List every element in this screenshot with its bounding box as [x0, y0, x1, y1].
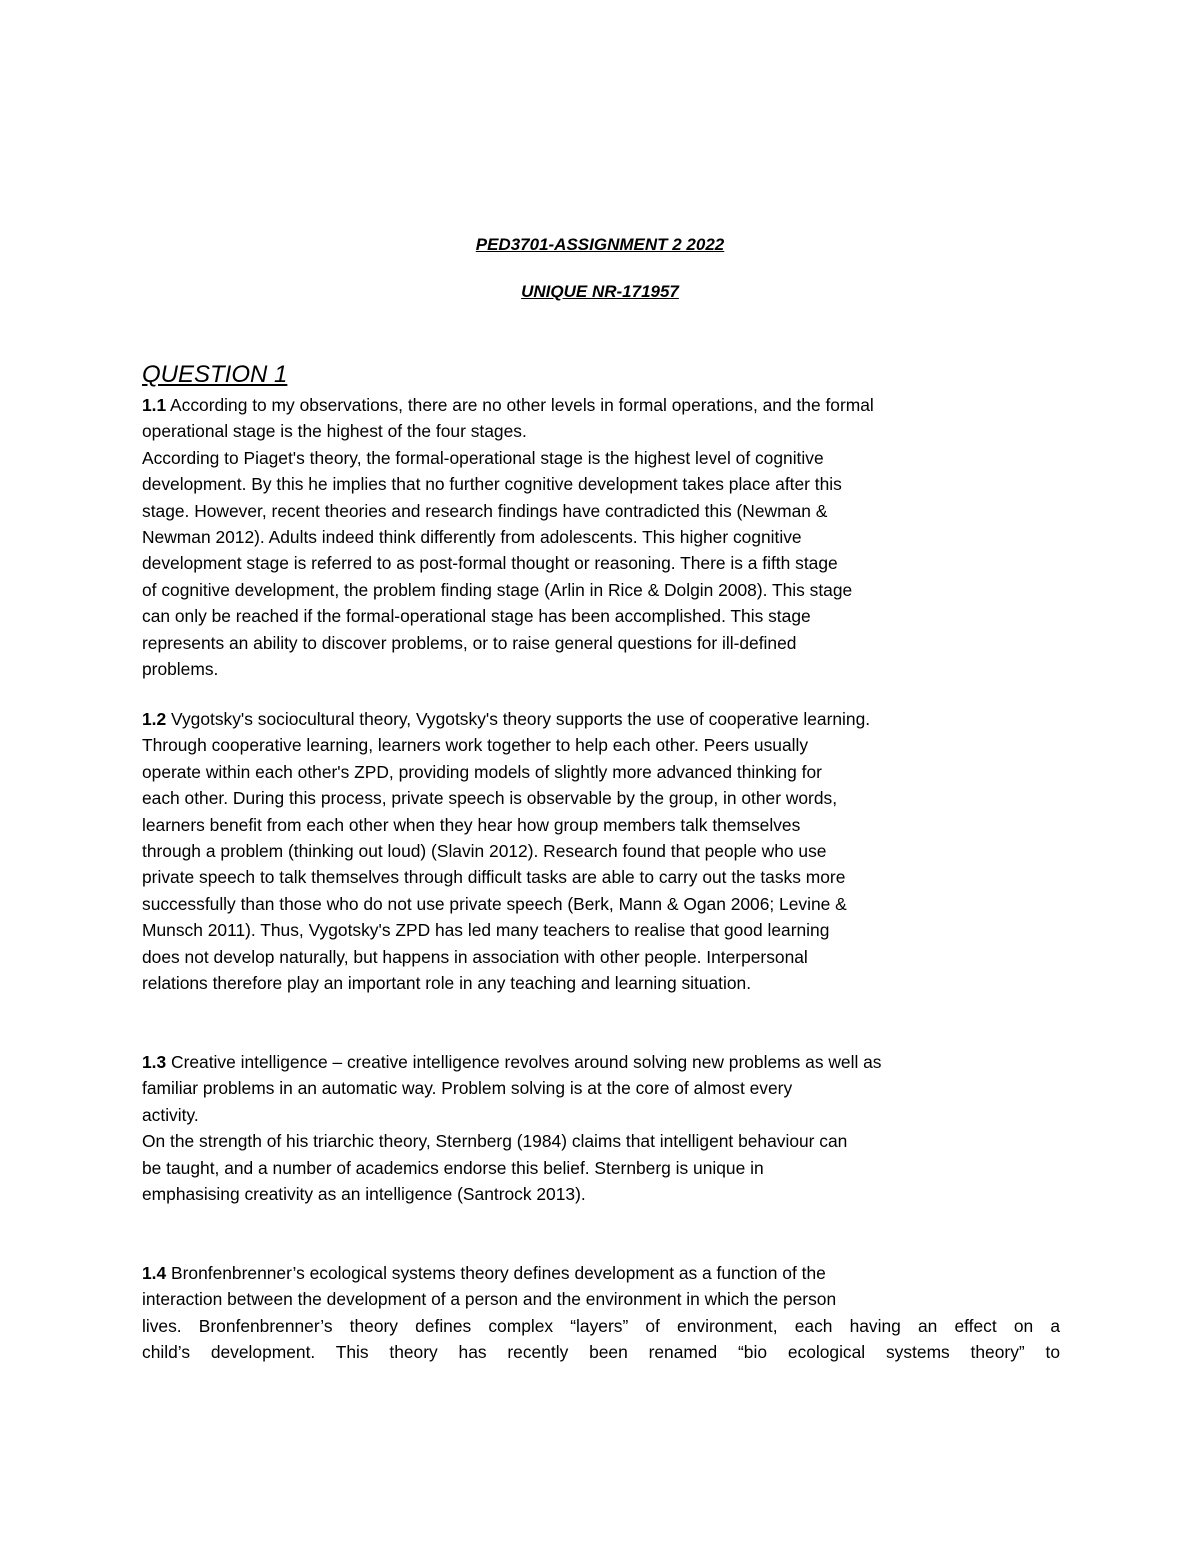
- paragraph-line: familiar problems in an automatic way. Problem solving is at the core of almost every: [142, 1078, 793, 1099]
- paragraph-line: interaction between the development of a person and the environment in which the person: [142, 1289, 837, 1310]
- paragraph-line: successfully than those who do not use private speech (Berk, Mann & Ogan 2006; Levine &: [142, 893, 847, 914]
- paragraph-line: represents an ability to discover problems, or to raise general questions for ill-defined: [142, 632, 797, 653]
- paragraph-line: private speech to talk themselves through difficult tasks are able to carry out the tasks more: [142, 867, 846, 888]
- paragraph-line-justified: child’s development. This theory has recently been renamed “bio ecological systems theory” to: [142, 1342, 1060, 1363]
- section-1-1: [142, 392, 1062, 682]
- paragraph-line: 1.3 Creative intelligence – creative intelligence revolves around solving new problems as well as: [142, 1052, 882, 1072]
- paragraph-line: operational stage is the highest of the four stages.: [142, 421, 527, 442]
- paragraph-line: 1.4 Bronfenbrenner’s ecological systems theory defines development as a function of the: [142, 1263, 826, 1283]
- paragraph-line: learners benefit from each other when they hear how group members talk themselves: [142, 814, 801, 835]
- paragraph-line: emphasising creativity as an intelligence (Santrock 2013).: [142, 1183, 586, 1204]
- paragraph-line: development. By this he implies that no further cognitive development takes place after this: [142, 474, 842, 495]
- paragraph-line: be taught, and a number of academics endorse this belief. Sternberg is unique in: [142, 1157, 764, 1178]
- paragraph-line: According to Piaget's theory, the formal-operational stage is the highest level of cognitive: [142, 447, 824, 468]
- section-number: 1.3: [142, 1052, 167, 1072]
- paragraph-line: Through cooperative learning, learners work together to help each other. Peers usually: [142, 735, 809, 756]
- paragraph-line: does not develop naturally, but happens in association with other people. Interpersonal: [142, 946, 808, 967]
- paragraph-line: can only be reached if the formal-operational stage has been accomplished. This stage: [142, 606, 811, 627]
- paragraph-line-justified: lives. Bronfenbrenner’s theory defines complex “layers” of environment, each having an effect on a: [142, 1315, 1060, 1336]
- paragraph-line: problems.: [142, 658, 219, 679]
- paragraph-line: 1.1 According to my observations, there are no other levels in formal operations, and the formal: [142, 395, 874, 415]
- section-number: 1.4: [142, 1263, 167, 1283]
- paragraph-line: each other. During this process, private speech is observable by the group, in other words,: [142, 788, 838, 809]
- paragraph-line: through a problem (thinking out loud) (Slavin 2012). Research found that people who use: [142, 840, 827, 861]
- paragraph-line: On the strength of his triarchic theory, Sternberg (1984) claims that intelligent behaviour can: [142, 1131, 848, 1152]
- paragraph-line: operate within each other's ZPD, providing models of slightly more advanced thinking for: [142, 761, 822, 782]
- paragraph-line: of cognitive development, the problem finding stage (Arlin in Rice & Dolgin 2008). This stage: [142, 579, 853, 600]
- paragraph-line: 1.2 Vygotsky's sociocultural theory, Vygotsky's theory supports the use of cooperative learning.: [142, 709, 871, 729]
- section-1-4: [142, 1260, 1062, 1366]
- paragraph-line: stage. However, recent theories and research findings have contradicted this (Newman &: [142, 500, 828, 521]
- paragraph-line: development stage is referred to as post-formal thought or reasoning. There is a fifth stage: [142, 553, 838, 574]
- paragraph-line: activity.: [142, 1104, 199, 1125]
- section-1-2: [142, 706, 1062, 996]
- paragraph-line: Munsch 2011). Thus, Vygotsky's ZPD has led many teachers to realise that good learning: [142, 920, 830, 941]
- assignment-title: PED3701-ASSIGNMENT 2 2022: [475, 235, 725, 254]
- unique-number: UNIQUE NR-171957: [521, 282, 679, 301]
- paragraph-line: relations therefore play an important role in any teaching and learning situation.: [142, 972, 752, 993]
- section-1-3: [142, 1049, 1062, 1207]
- paragraph-line: Newman 2012). Adults indeed think differently from adolescents. This higher cognitive: [142, 526, 802, 547]
- section-number: 1.1: [142, 395, 167, 415]
- section-number: 1.2: [142, 709, 167, 729]
- question-title: QUESTION 1: [142, 361, 288, 388]
